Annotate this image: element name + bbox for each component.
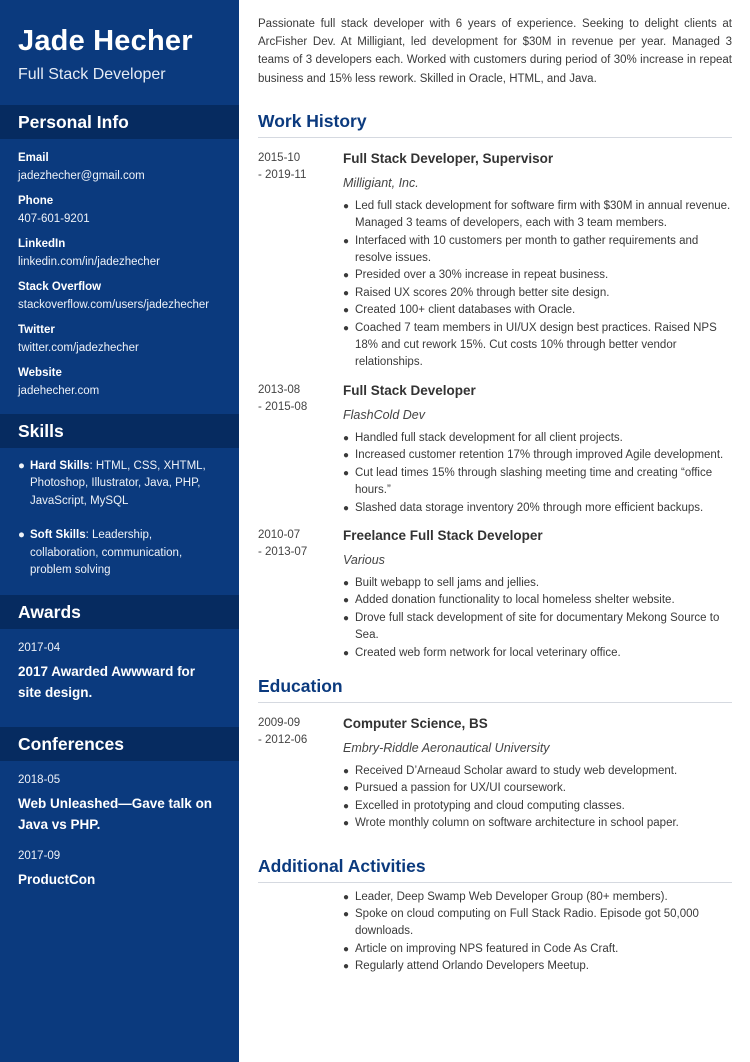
candidate-role: Full Stack Developer xyxy=(18,66,166,83)
activities-heading: Additional Activities xyxy=(258,855,732,883)
bullet-text: Excelled in prototyping and cloud computing classes. xyxy=(355,799,625,812)
skills-list xyxy=(0,448,239,595)
bullet-icon: ● xyxy=(18,529,25,542)
bullet-icon: ● xyxy=(343,943,350,955)
bullet-text: Handled full stack development for all client projects. xyxy=(355,431,623,444)
list-item xyxy=(343,798,732,815)
personal-info-list xyxy=(0,139,239,414)
school-name: Embry-Riddle Aeronautical University xyxy=(343,740,550,755)
bullet-text: Led full stack development for software firm with $30M in annual revenue. Managed 3 teams of developers, each with 3 team members. xyxy=(355,199,731,230)
job-company: Various xyxy=(343,552,385,567)
bullet-text: Interfaced with 10 customers per month to gather requirements and resolve issues. xyxy=(355,234,699,265)
bullet-icon: ● xyxy=(343,595,350,607)
conferences-list xyxy=(0,761,239,915)
list-item xyxy=(343,320,732,372)
conference-date: 2018-05 xyxy=(18,774,61,787)
list-item xyxy=(343,233,732,268)
education-heading: Education xyxy=(258,675,732,703)
date-end: - 2012-06 xyxy=(258,734,308,747)
info-item-stackoverflow xyxy=(18,279,221,314)
education-entry xyxy=(258,715,732,833)
award-date: 2017-04 xyxy=(18,642,61,655)
bullet-text: Article on improving NPS featured in Code As Craft. xyxy=(355,942,619,955)
info-item-website xyxy=(18,365,221,400)
activities-section xyxy=(258,855,732,976)
bullet-text: Created web form network for local veterinary office. xyxy=(355,646,621,659)
info-label: LinkedIn xyxy=(18,238,66,250)
job-company: Milligiant, Inc. xyxy=(343,175,419,190)
job-title: Freelance Full Stack Developer xyxy=(343,527,543,543)
bullet-icon: ● xyxy=(343,818,350,830)
conferences-heading: Conferences xyxy=(0,727,239,761)
awards-heading: Awards xyxy=(0,595,239,629)
bullet-icon: ● xyxy=(343,800,350,812)
skill-item-hard xyxy=(18,458,221,510)
date-end: - 2015-08 xyxy=(258,401,308,414)
bullet-icon: ● xyxy=(343,961,350,973)
info-item-email xyxy=(18,150,221,185)
bullet-text: Regularly attend Orlando Developers Meetup. xyxy=(355,960,589,973)
list-item xyxy=(343,645,732,662)
skills-heading: Skills xyxy=(0,414,239,448)
bullet-icon: ● xyxy=(343,200,350,212)
education-bullets xyxy=(343,763,732,833)
main-content xyxy=(258,0,732,976)
list-item xyxy=(343,575,732,592)
job-title: Full Stack Developer, Supervisor xyxy=(343,150,554,166)
conference-title: Web Unleashed—Gave talk on Java vs PHP. xyxy=(18,796,213,832)
awards-list xyxy=(0,629,239,727)
bullet-icon: ● xyxy=(343,612,350,624)
bullet-text: Spoke on cloud computing on Full Stack Radio. Episode got 50,000 downloads. xyxy=(355,907,699,938)
date-start: 2009-09 xyxy=(258,716,301,729)
info-item-phone xyxy=(18,193,221,228)
skill-value: : HTML, CSS, XHTML, Photoshop, Illustrator, Java, PHP, JavaScript, MySQL xyxy=(30,460,206,507)
list-item xyxy=(343,889,732,906)
bullet-icon: ● xyxy=(343,783,350,795)
bullet-icon: ● xyxy=(18,460,25,472)
info-item-linkedin xyxy=(18,236,221,271)
summary: Passionate full stack developer with 6 years of experience. Seeking to delight clients at ArcFisher Dev. At Milligiant, led development for $30M in revenue per year. Managed 3 teams of 3 developers each. Worked with customers during period of 30% increase in repeat business and 15% less rework. Skilled in Oracle, HTML, and Java. xyxy=(258,18,732,85)
linkedin-link[interactable]: linkedin.com/in/jadezhecher xyxy=(18,256,160,268)
bullet-text: Cut lead times 15% through slashing meeting time and creating “office hours.” xyxy=(355,466,713,497)
degree-title: Computer Science, BS xyxy=(343,715,488,731)
award-title: 2017 Awarded Awwward for site design. xyxy=(18,664,196,700)
info-item-twitter xyxy=(18,322,221,357)
name-block xyxy=(0,0,239,105)
bullet-icon: ● xyxy=(343,891,350,903)
list-item xyxy=(343,285,732,302)
job-dates xyxy=(258,382,338,417)
bullet-text: Pursued a passion for UX/UI coursework. xyxy=(355,782,566,795)
info-label: Stack Overflow xyxy=(18,281,102,293)
bullet-text: Built webapp to sell jams and jellies. xyxy=(355,576,540,589)
list-item xyxy=(343,465,732,500)
list-item xyxy=(343,447,732,464)
bullet-icon: ● xyxy=(343,450,350,462)
info-label: Twitter xyxy=(18,324,55,336)
bullet-icon: ● xyxy=(343,502,350,514)
twitter-link[interactable]: twitter.com/jadezhecher xyxy=(18,342,139,354)
date-start: 2010-07 xyxy=(258,528,301,541)
email-value[interactable]: jadezhecher@gmail.com xyxy=(18,170,145,182)
bullet-text: Wrote monthly column on software architecture in school paper. xyxy=(355,817,679,830)
skill-item-soft xyxy=(18,527,221,579)
bullet-text: Added donation functionality to local homeless shelter website. xyxy=(355,594,675,607)
bullet-icon: ● xyxy=(343,908,350,920)
list-item xyxy=(343,958,732,975)
bullet-text: Received D’Arneaud Scholar award to study web development. xyxy=(355,764,678,777)
list-item xyxy=(343,302,732,319)
bullet-icon: ● xyxy=(343,432,350,444)
bullet-icon: ● xyxy=(343,322,350,334)
date-start: 2013-08 xyxy=(258,383,301,396)
bullet-icon: ● xyxy=(343,765,350,777)
info-label: Email xyxy=(18,152,49,164)
education-section xyxy=(258,675,732,833)
activities-bullets xyxy=(343,889,732,976)
date-start: 2015-10 xyxy=(258,151,301,164)
bullet-text: Slashed data storage inventory 20% through more efficient backups. xyxy=(355,501,704,514)
conference-title: ProductCon xyxy=(18,872,96,888)
personal-info-heading: Personal Info xyxy=(0,105,239,139)
phone-value[interactable]: 407-601-9201 xyxy=(18,213,90,225)
bullet-icon: ● xyxy=(343,305,350,317)
list-item xyxy=(343,780,732,797)
sidebar xyxy=(0,0,239,1062)
list-item xyxy=(343,267,732,284)
info-label: Website xyxy=(18,367,62,379)
candidate-name: Jade Hecher xyxy=(18,25,193,57)
job-dates xyxy=(258,527,338,562)
work-history-heading: Work History xyxy=(258,110,732,138)
list-item xyxy=(343,500,732,517)
skill-value: : Leadership, collaboration, communication, problem solving xyxy=(30,529,183,577)
website-link[interactable]: jadehecher.com xyxy=(18,385,100,397)
job-entry xyxy=(258,150,732,372)
bullet-icon: ● xyxy=(343,467,350,479)
list-item xyxy=(343,906,732,941)
job-company: FlashCold Dev xyxy=(343,407,425,422)
job-entry xyxy=(258,527,732,662)
list-item xyxy=(343,763,732,780)
job-bullets xyxy=(343,430,732,517)
education-dates xyxy=(258,715,338,750)
conference-date: 2017-09 xyxy=(18,850,61,863)
bullet-text: Leader, Deep Swamp Web Developer Group (80+ members). xyxy=(355,890,668,903)
info-label: Phone xyxy=(18,195,54,207)
skill-label: Hard Skills xyxy=(30,460,90,472)
bullet-text: Presided over a 30% increase in repeat business. xyxy=(355,269,609,282)
list-item xyxy=(343,198,732,233)
bullet-icon: ● xyxy=(343,235,350,247)
bullet-icon: ● xyxy=(343,270,350,282)
bullet-text: Coached 7 team members in UI/UX design best practices. Raised NPS 18% and cut rework 15%. Cut costs 10% through better vendor relationships. xyxy=(355,321,717,369)
bullet-icon: ● xyxy=(343,287,350,299)
list-item xyxy=(343,815,732,832)
job-title: Full Stack Developer xyxy=(343,382,476,398)
work-history-section xyxy=(258,110,732,662)
activities-entry xyxy=(258,889,732,976)
skill-label: Soft Skills xyxy=(30,529,86,542)
bullet-text: Raised UX scores 20% through better site design. xyxy=(355,286,610,299)
list-item xyxy=(343,941,732,958)
bullet-text: Drove full stack development of site for documentary Mekong Source to Sea. xyxy=(355,611,720,642)
job-bullets xyxy=(343,575,732,662)
job-entry xyxy=(258,382,732,517)
date-end: - 2019-11 xyxy=(258,169,307,182)
bullet-icon: ● xyxy=(343,577,350,589)
stackoverflow-link[interactable]: stackoverflow.com/users/jadezhecher xyxy=(18,299,210,311)
bullet-text: Created 100+ client databases with Oracle. xyxy=(355,304,576,317)
bullet-icon: ● xyxy=(343,647,350,659)
list-item xyxy=(343,430,732,447)
date-end: - 2013-07 xyxy=(258,546,308,559)
bullet-text: Increased customer retention 17% through improved Agile development. xyxy=(355,449,724,462)
list-item xyxy=(343,610,732,645)
job-bullets xyxy=(343,198,732,372)
list-item xyxy=(343,592,732,609)
job-dates xyxy=(258,150,338,185)
